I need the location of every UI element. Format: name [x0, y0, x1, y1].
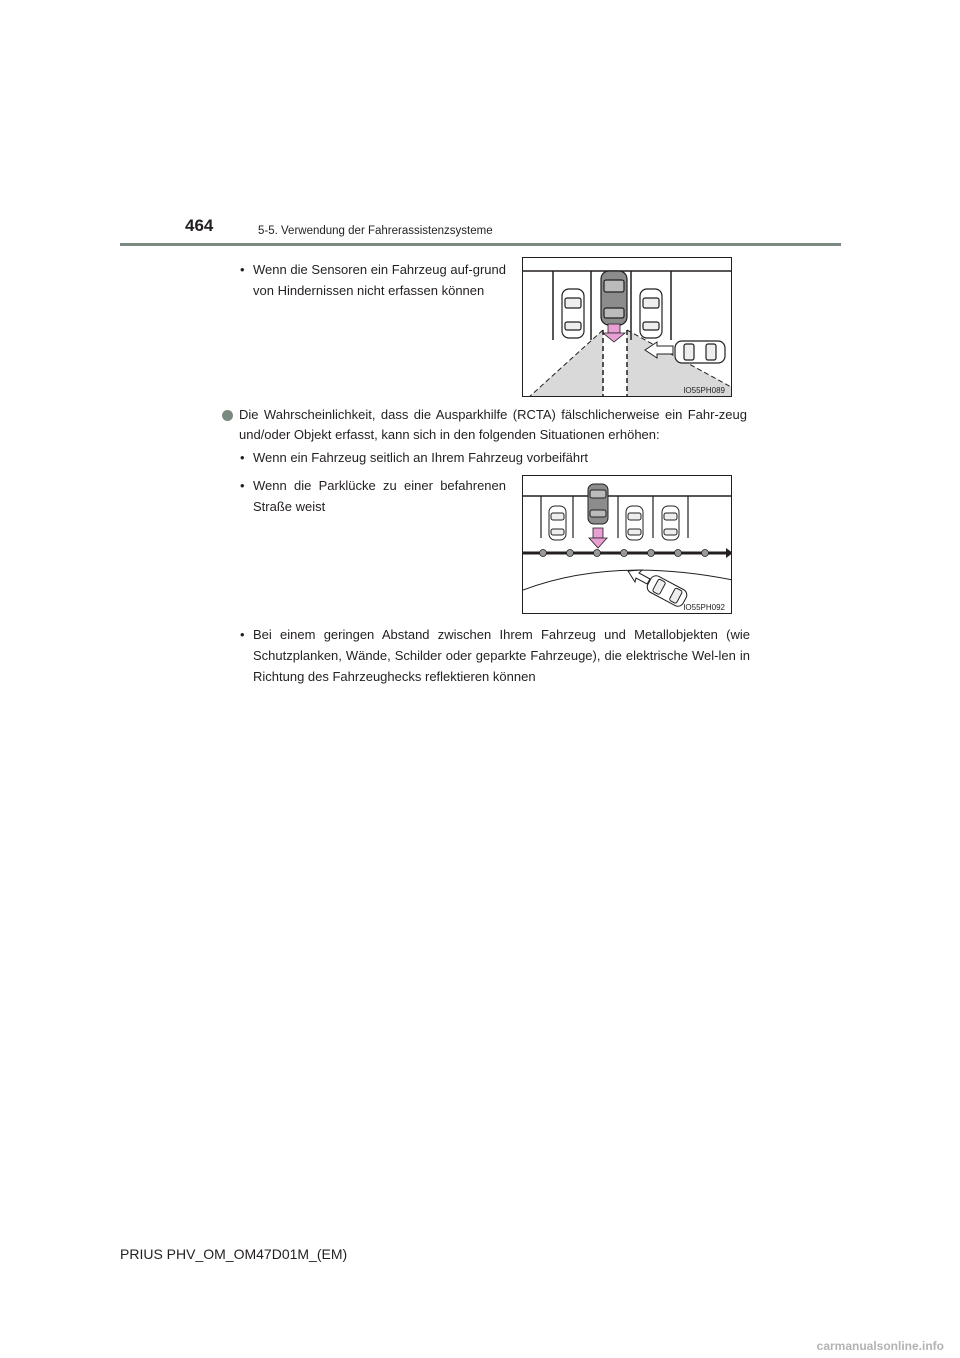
- list-item-text: Wenn ein Fahrzeug seitlich an Ihrem Fahrzeug vorbeifährt: [253, 450, 589, 465]
- manual-id: PRIUS PHV_OM_OM47D01M_(EM): [120, 1246, 348, 1262]
- list-item-text: Wenn die Parklücke zu einer befahrenen Straße weist: [253, 478, 506, 514]
- condition-text: Die Wahrscheinlichkeit, dass die Ausparkhilfe (RCTA) fälschlicherweise ein Fahr-zeug und/oder Objekt erfasst, kann sich in den folgenden Situationen erhöhen:: [239, 407, 747, 442]
- approach-arrow: [628, 570, 650, 584]
- own-car: [601, 271, 627, 325]
- own-car: [588, 484, 608, 524]
- list-item-text: Wenn die Sensoren ein Fahrzeug auf-grund von Hindernissen nicht erfassen können: [253, 262, 506, 298]
- parking-diagram-2: [523, 476, 732, 614]
- page-number: 464: [185, 216, 214, 235]
- bullet-icon: •: [240, 262, 245, 277]
- bullet-icon: •: [240, 478, 245, 493]
- figure-code: IO55PH089: [683, 386, 725, 395]
- guardrail: [523, 548, 732, 558]
- figure-busy-street: [522, 475, 732, 614]
- figure-code: IO55PH092: [683, 603, 725, 612]
- parking-diagram-1: [523, 258, 732, 397]
- approaching-car: [675, 341, 725, 363]
- parked-car-left: [562, 289, 584, 338]
- list-item: [240, 447, 750, 468]
- reverse-arrow: [589, 528, 607, 548]
- parked-car: [549, 506, 566, 540]
- parked-car: [662, 506, 679, 540]
- bullet-icon: •: [240, 627, 245, 642]
- circle-bullet-icon: [222, 410, 233, 421]
- parked-car: [626, 506, 643, 540]
- figure-obstructed-sensor: [522, 257, 732, 397]
- parked-car-right: [640, 289, 662, 338]
- reverse-arrow: [603, 324, 625, 342]
- watermark[interactable]: carmanualsonline.info: [816, 1339, 944, 1353]
- section-title: 5-5. Verwendung der Fahrerassistenzsysteme: [258, 225, 493, 237]
- list-item-text: Bei einem geringen Abstand zwischen Ihrem Fahrzeug und Metallobjekten (wie Schutzplanken, Wände, Schilder oder geparkte Fahrzeuge), die elektrische Wel-len in Richtung des Fahrzeughecks reflektieren können: [253, 627, 750, 684]
- condition-paragraph: [222, 405, 747, 445]
- list-item: [240, 259, 506, 301]
- list-item: [240, 624, 750, 687]
- bullet-icon: •: [240, 450, 245, 465]
- header-divider: [120, 243, 841, 246]
- list-item: [240, 475, 506, 517]
